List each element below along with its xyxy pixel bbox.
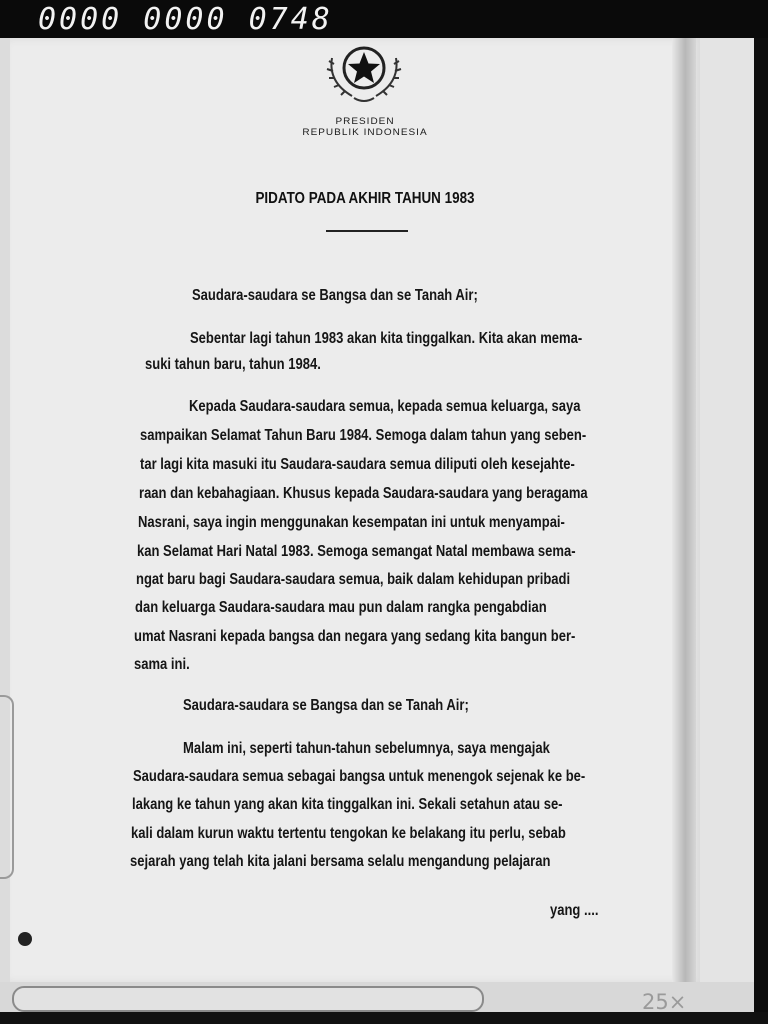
text-line: Nasrani, saya ingin menggunakan kesempatan ini untuk menyampai- (138, 514, 565, 531)
text-line: lakang ke tahun yang akan kita tinggalkan ini. Sekali setahun atau se- (132, 796, 563, 813)
text-line: sama ini. (134, 656, 190, 673)
salutation-line: Saudara-saudara se Bangsa dan se Tanah Air; (192, 287, 478, 304)
continuation-catchword: yang .... (550, 902, 599, 919)
salutation-line: Saudara-saudara se Bangsa dan se Tanah Air; (183, 697, 469, 714)
letterhead-line2: REPUBLIK INDONESIA (302, 127, 428, 138)
text-line: suki tahun baru, tahun 1984. (145, 356, 321, 373)
frame-number: 0000 0000 0748 (38, 2, 333, 37)
text-line: umat Nasrani kepada bangsa dan negara yang sedang kita bangun ber- (134, 628, 576, 645)
text-line: sejarah yang telah kita jalani bersama selalu mengandung pelajaran (130, 853, 551, 870)
text-line: Saudara-saudara semua sebagai bangsa untuk menengok sejenak ke be- (133, 768, 586, 785)
text-line: kan Selamat Hari Natal 1983. Semoga semangat Natal membawa sema- (137, 543, 576, 560)
text-line: Kepada Saudara-saudara semua, kepada semua keluarga, saya (189, 398, 581, 415)
text-line: dan keluarga Saudara-saudara mau pun dalam rangka pengabdian (135, 599, 547, 616)
text-line: sampaikan Selamat Tahun Baru 1984. Semoga dalam tahun yang seben- (140, 427, 587, 444)
speech-title: PIDATO PADA AKHIR TAHUN 1983 (255, 190, 475, 207)
text-line: tar lagi kita masuki itu Saudara-saudara semua diliputi oleh kesejahte- (140, 456, 575, 473)
text-line: ngat baru bagi Saudara-saudara semua, baik dalam kehidupan pribadi (136, 571, 571, 588)
text-line: Sebentar lagi tahun 1983 akan kita tinggalkan. Kita akan mema- (190, 330, 583, 347)
text-line: kali dalam kurun waktu tertentu tengokan ke belakang itu perlu, sebab (131, 825, 566, 842)
text-line: Malam ini, seperti tahun-tahun sebelumnya, saya mengajak (183, 740, 550, 757)
text-line: raan dan kebahagiaan. Khusus kepada Saudara-saudara yang beragama (139, 485, 588, 502)
letterhead-line1: PRESIDEN (335, 116, 395, 127)
reduction-mark: 25× (642, 990, 687, 1014)
